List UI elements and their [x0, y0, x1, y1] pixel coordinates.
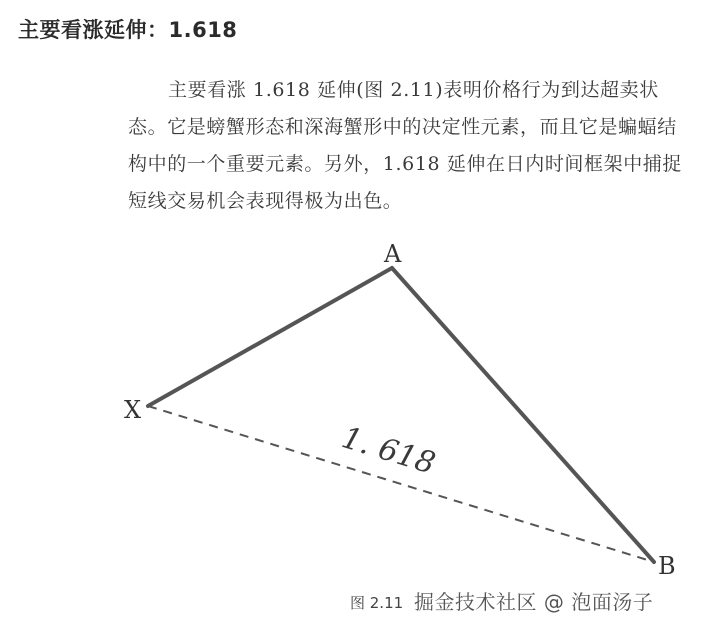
leg-ab — [392, 268, 654, 562]
watermark-text: 掘金技术社区 @ 泡面汤子 — [414, 590, 654, 614]
xab-pattern-diagram — [0, 232, 707, 588]
point-label-b: B — [658, 552, 676, 580]
figure-caption: 图 2.11 — [350, 594, 404, 612]
point-label-x: X — [124, 396, 142, 424]
section-heading: 主要看涨延伸：1.618 — [18, 18, 238, 42]
ratio-label: 1. 618 — [337, 420, 440, 482]
body-paragraph: 主要看涨 1.618 延伸(图 2.11)表明价格行为到达超卖状态。它是螃蟹形态和深海蟹形中的决定性元素，而且它是蝙蝠结构中的一个重要元素。另外，1.618 延伸在日内时间框架中捕捉短线交易机会表现得极为出色。 — [128, 79, 683, 212]
leg-xb-dashed — [148, 406, 654, 562]
point-label-a: A — [384, 240, 402, 268]
leg-xa — [148, 268, 392, 406]
